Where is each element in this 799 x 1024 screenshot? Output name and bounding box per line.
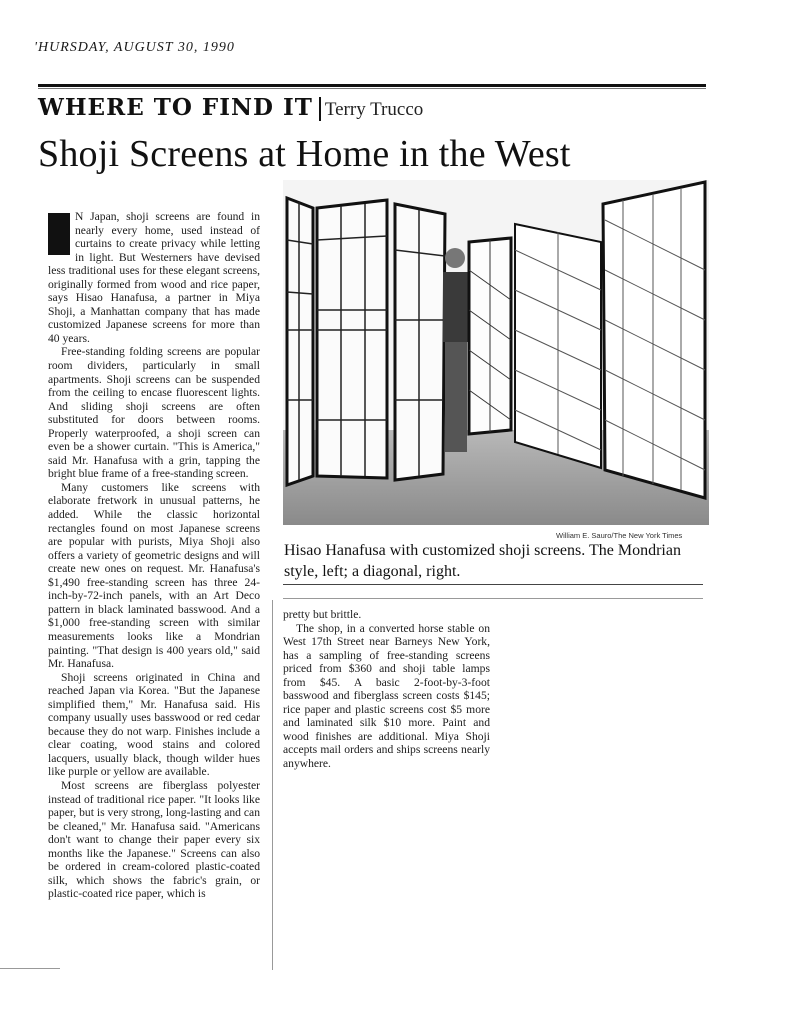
column-separator [272, 600, 273, 970]
paragraph: pretty but brittle. [283, 608, 362, 621]
caption-rule [283, 584, 703, 585]
headline: Shoji Screens at Home in the West [38, 133, 571, 175]
shoji-screens-photo [283, 180, 709, 525]
photo-caption: Hisao Hanafusa with customized shoji screens. The Mondrian style, left; a diagonal, right. [284, 542, 681, 580]
section-separator [319, 97, 321, 121]
photo-credit: William E. Sauro/The New York Times [556, 531, 683, 540]
top-rule [38, 84, 706, 87]
paragraph: N Japan, shoji screens are found in nearly every home, used instead of curtains to create privacy while letting in light. But Westerners have devised less traditional uses for these elegant screens, originally formed from wood and rice paper, says Hisao Hanafusa, a partner in Miya Shoji, a Manhattan company that has made customized Japanese screens for more than 40 years. [48, 210, 260, 345]
article-column-1 [48, 210, 260, 970]
paragraph: Free-standing folding screens are popular room dividers, particularly in small apartments. Shoji screens can be suspended from the ceiling to encase fluorescent lights. And sliding shoji screens are often substituted for doors between rooms. Properly waterproofed, a shoji screen can even be a shower curtain. "This is America," said Mr. Hanafusa with a grin, tapping the bright blue frame of a free-standing screen. [48, 345, 260, 481]
photo-illustration [283, 180, 709, 525]
paragraph: Many customers like screens with elaborate fretwork in unusual patterns, he added. While the classic horizontal rectangles found on most Japanese screens are popular with purists, Miya Shoji also offers a variety of geometric designs and will create new ones on request. Mr. Hanafusa's $1,490 free-standing screen has three 24-inch-by-72-inch panels, with an Art Deco pattern in black laminated basswood. And a $1,000 free-standing screen with similar measurements looks like a Mondrian painting. "That design is 400 years old," said Mr. Hanafusa. [48, 480, 260, 671]
top-rule-thin [38, 88, 706, 89]
paragraph: Shoji screens originated in China and reached Japan via Korea. "But the Japanese simplified them," Mr. Hanafusa said. His company usually uses basswood or red cedar because they do not warp. Finishes include a clear coating, wood stains and colored lacquers, usually black, though wilder hues like purple or yellow are available. [48, 670, 260, 779]
section-header [38, 94, 423, 124]
dateline: 'HURSDAY, AUGUST 30, 1990 [34, 40, 235, 55]
caption-rule-thin [283, 598, 703, 599]
byline: Terry Trucco [324, 99, 424, 120]
person [443, 248, 469, 452]
margin-mark [0, 968, 60, 969]
article-column-2 [283, 608, 490, 778]
paragraph: Most screens are fiberglass polyester instead of traditional rice paper. "It looks like paper, but is very strong, long-lasting and can be cleaned," Mr. Hanafusa said. "Americans don't want to change their paper every six months like the Japanese." Screens can also be ordered in cream-colored plastic-coated silk, which shows the fabric's grain, or plastic-coated rice paper, which is [48, 778, 260, 901]
drop-cap-i [48, 213, 70, 255]
paragraph: The shop, in a converted horse stable on West 17th Street near Barneys New York, has a sampling of free-standing screens priced from $360 and shoji table lamps from $45. A basic 2-foot-by-3-foot basswood and fiberglass screen costs $145; rice paper and plastic screens cost $5 more and laminated silk $10 more. Paint and wood finishes are additional. Miya Shoji accepts mail orders and ships screens nearly anywhere. [283, 621, 490, 771]
section-name: WHERE TO FIND IT [38, 94, 313, 121]
